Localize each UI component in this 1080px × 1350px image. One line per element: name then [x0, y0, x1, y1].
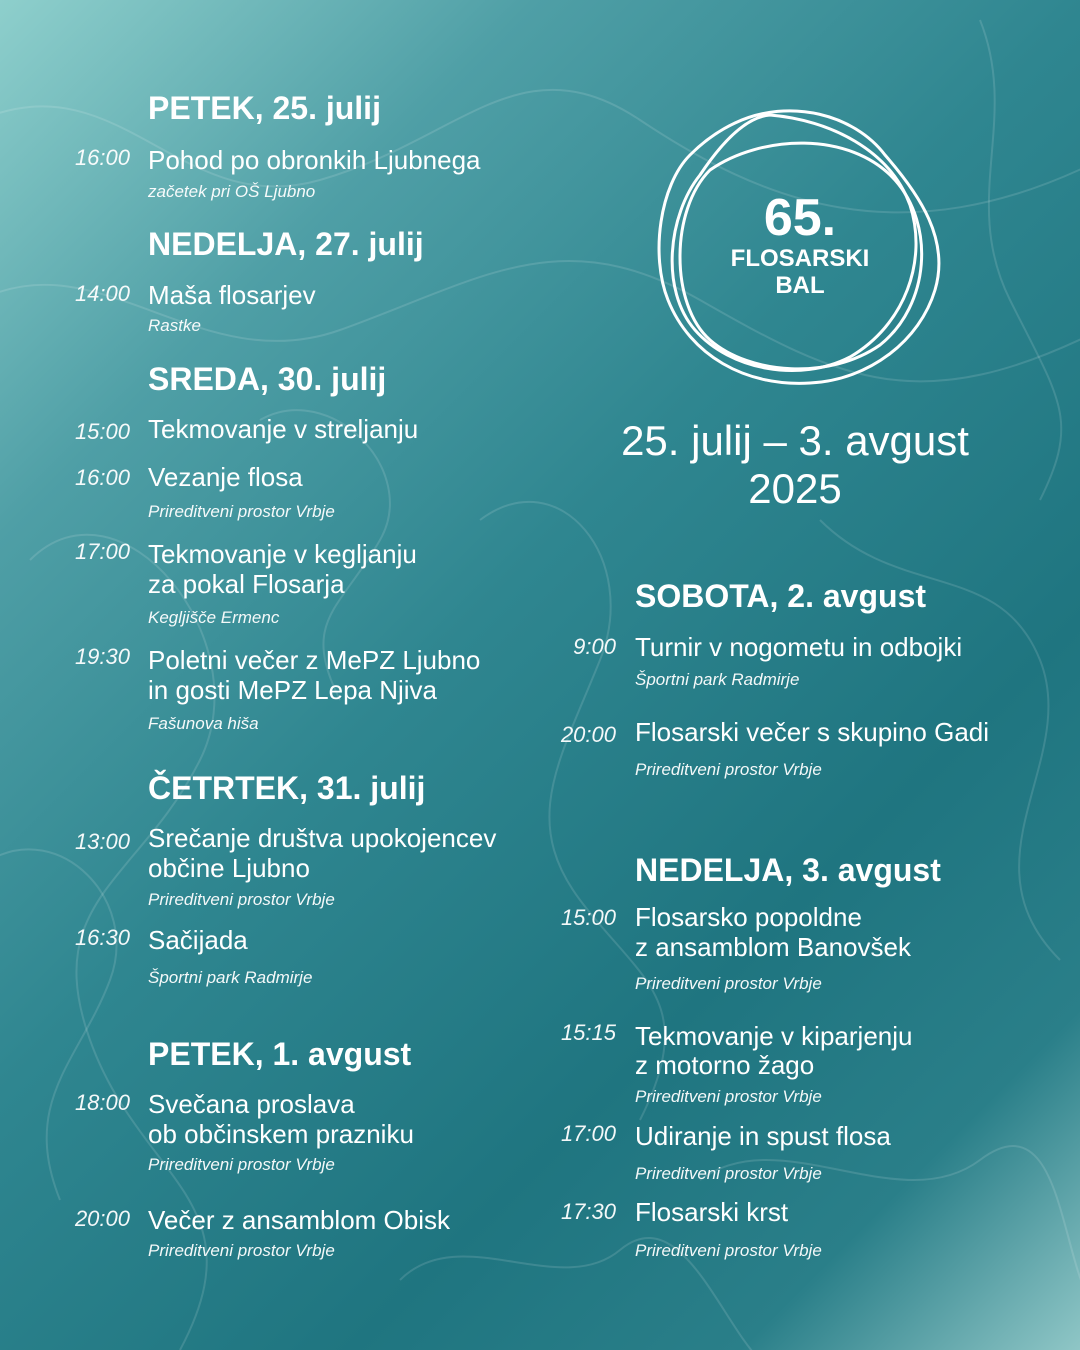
event-title: Flosarsko popoldne — [635, 902, 862, 932]
logo-number: 65. — [763, 189, 837, 247]
event-place: začetek pri OŠ Ljubno — [148, 182, 316, 201]
event-place: Rastke — [148, 316, 201, 335]
event-title: Svečana proslava — [148, 1089, 355, 1119]
event-time: 9:00 — [573, 634, 616, 659]
event-place: Športni park Radmirje — [635, 670, 800, 689]
event-place: Prireditveni prostor Vrbje — [635, 1087, 822, 1106]
day-heading: SOBOTA, 2. avgust — [635, 578, 927, 614]
event-title: Večer z ansamblom Obisk — [148, 1205, 451, 1235]
event-time: 15:15 — [560, 1020, 616, 1045]
event-place: Prireditveni prostor Vrbje — [635, 760, 822, 779]
event-title: občine Ljubno — [148, 853, 310, 883]
event-title: Srečanje društva upokojencev — [148, 823, 497, 853]
event-title: Pohod po obronkih Ljubnega — [148, 145, 481, 175]
event-place: Športni park Radmirje — [148, 968, 313, 987]
event-place: Fašunova hiša — [148, 714, 259, 733]
day-heading: ČETRTEK, 31. julij — [148, 770, 426, 806]
event-title: Tekmovanje v kiparjenju — [635, 1021, 913, 1051]
event-place: Prireditveni prostor Vrbje — [148, 502, 335, 521]
day-heading: NEDELJA, 27. julij — [148, 226, 424, 262]
event-place: Prireditveni prostor Vrbje — [148, 890, 335, 909]
event-time: 16:00 — [74, 465, 130, 490]
event-title: Flosarski večer s skupino Gadi — [635, 717, 990, 747]
event-place: Kegljišče Ermenc — [148, 608, 280, 627]
event-time: 14:00 — [74, 281, 130, 306]
event-place: Prireditveni prostor Vrbje — [148, 1241, 335, 1260]
event-time: 15:00 — [560, 905, 616, 930]
day-heading: NEDELJA, 3. avgust — [635, 852, 941, 888]
year: 2025 — [748, 465, 842, 512]
event-time: 17:30 — [560, 1199, 616, 1224]
event-time: 20:00 — [560, 722, 616, 747]
event-place: Prireditveni prostor Vrbje — [148, 1155, 335, 1174]
event-title: ob občinskem prazniku — [148, 1119, 414, 1149]
event-title: z ansamblom Banovšek — [635, 932, 912, 962]
event-time: 18:00 — [74, 1090, 130, 1115]
day-heading: PETEK, 25. julij — [148, 90, 381, 126]
day-heading: PETEK, 1. avgust — [148, 1036, 412, 1072]
event-time: 19:30 — [74, 644, 130, 669]
event-title: in gosti MePZ Lepa Njiva — [148, 675, 438, 705]
event-title: Turnir v nogometu in odbojki — [635, 632, 963, 662]
event-title: Tekmovanje v kegljanju — [148, 539, 417, 569]
logo-line1: FLOSARSKI — [730, 245, 870, 272]
event-title: Maša flosarjev — [148, 280, 316, 310]
date-range: 25. julij – 3. avgust — [621, 417, 969, 464]
festival-logo — [650, 95, 950, 390]
event-place: Prireditveni prostor Vrbje — [635, 974, 822, 993]
day-heading: SREDA, 30. julij — [148, 361, 387, 397]
event-time: 13:00 — [74, 829, 130, 854]
event-title: Tekmovanje v streljanju — [148, 414, 419, 444]
event-time: 20:00 — [74, 1206, 130, 1231]
event-time: 16:30 — [74, 925, 130, 950]
event-title: z motorno žago — [635, 1050, 815, 1080]
event-time: 15:00 — [74, 419, 130, 444]
event-title: Sačijada — [148, 925, 248, 955]
event-title: Flosarski krst — [635, 1197, 789, 1227]
event-title: Udiranje in spust flosa — [635, 1121, 891, 1151]
logo-line2: BAL — [775, 272, 825, 299]
event-time: 17:00 — [74, 539, 130, 564]
event-place: Prireditveni prostor Vrbje — [635, 1164, 822, 1183]
event-title: Poletni večer z MePZ Ljubno — [148, 645, 481, 675]
event-time: 17:00 — [560, 1121, 616, 1146]
event-title: Vezanje flosa — [148, 462, 303, 492]
event-place: Prireditveni prostor Vrbje — [635, 1241, 822, 1260]
event-title: za pokal Flosarja — [148, 569, 345, 599]
event-time: 16:00 — [74, 145, 130, 170]
